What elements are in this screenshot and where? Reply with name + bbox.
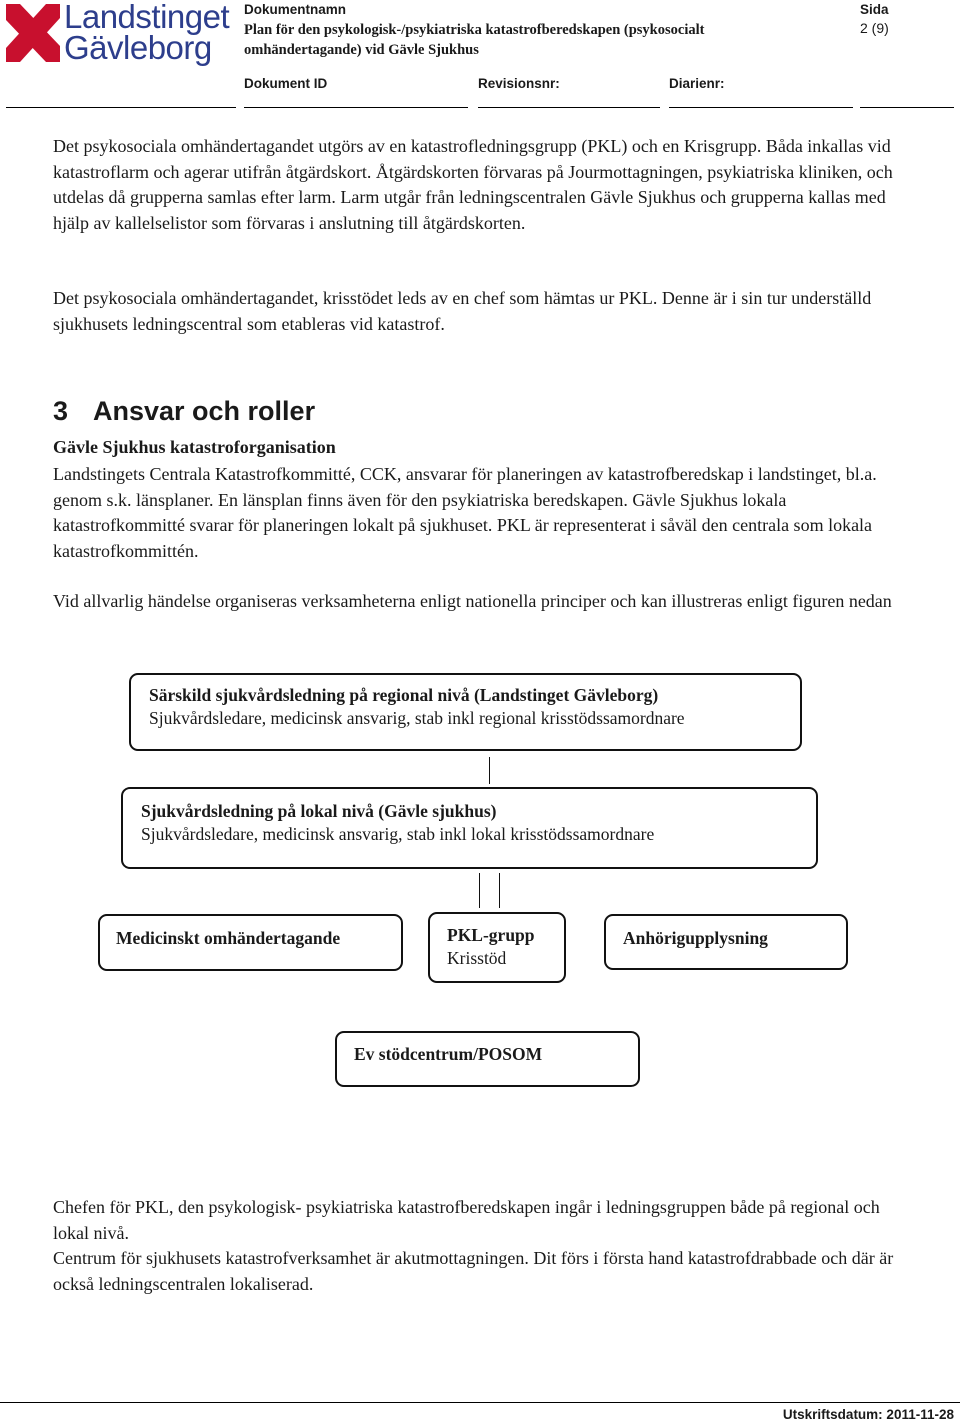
document-title: Plan för den psykologisk-/psykiatriska katastrofberedskapen (psykosocialt omhändertagande) vid Gävle Sjukhus bbox=[244, 22, 705, 58]
org-box-title: Anhörigupplysning bbox=[623, 928, 768, 948]
revision-label: Revisionsnr: bbox=[478, 76, 560, 91]
print-date: Utskriftsdatum: 2011-11-28 bbox=[782, 1407, 954, 1422]
page-label: Sida bbox=[860, 2, 889, 17]
org-box-title: Sjukvårdsledning på lokal nivå (Gävle sjukhus) bbox=[141, 801, 497, 821]
paragraph-figure-intro: Vid allvarlig händelse organiseras verksamheterna enligt nationella principer och kan illustreras enligt figuren nedan bbox=[53, 591, 892, 611]
org-box-title: Särskild sjukvårdsledning på regional nivå (Landstinget Gävleborg) bbox=[149, 685, 659, 705]
org-box-subtitle: Sjukvårdsledare, medicinsk ansvarig, stab inkl lokal krisstödssamordnare bbox=[141, 824, 655, 844]
org-box-title: Medicinskt omhändertagande bbox=[116, 928, 341, 948]
org-box-pkl bbox=[428, 912, 566, 983]
header-divider bbox=[6, 107, 236, 108]
subsection-heading: Gävle Sjukhus katastroforganisation bbox=[53, 437, 336, 457]
logo-mark-icon bbox=[6, 4, 60, 62]
header-divider bbox=[478, 107, 660, 108]
logo-text-line2: Gävleborg bbox=[64, 29, 212, 66]
logo-text-line1: Landstinget bbox=[64, 0, 230, 35]
org-box-relatives bbox=[604, 914, 848, 970]
paragraph-pkl-chief: Chefen för PKL, den psykologisk- psykiatriska katastrofberedskapen ingår i ledningsgruppen både på regional och lokal nivå. bbox=[53, 1197, 880, 1243]
section-title: Ansvar och roller bbox=[93, 396, 316, 426]
connector-line bbox=[499, 873, 500, 908]
org-box-local bbox=[121, 787, 818, 869]
org-box-subtitle: Sjukvårdsledare, medicinsk ansvarig, stab inkl regional krisstödssamordnare bbox=[149, 708, 685, 728]
logo bbox=[6, 0, 238, 68]
diary-label: Diarienr: bbox=[669, 76, 725, 91]
paragraph-krisstod: Det psykosociala omhändertagandet, krisstödet leds av en chef som hämtas ur PKL. Denne är i sin tur underställd sjukhusets ledningscentral som etableras vid katastrof. bbox=[53, 288, 872, 334]
section-number: 3 bbox=[53, 396, 69, 426]
paragraph-pkl-intro: Det psykosociala omhändertagandet utgörs av en katastrofledningsgrupp (PKL) och en Krisgrupp. Båda inkallas vid katastroflarm och agerar utifrån åtgärdskort. Åtgärdskorten förvaras på Jourmottagningen, psykiatriska kliniken, och utdelas då grupperna samlas efter larm. Larm utgår från ledningscentralen Gävle Sjukhus och grupperna kallas med hjälp av kallelselistor som förvaras i anslutning till åtgärdskorten. bbox=[53, 136, 893, 233]
connector-line bbox=[479, 873, 480, 908]
header-divider bbox=[669, 107, 853, 108]
paragraph-cck: Landstingets Centrala Katastrofkommitté, CCK, ansvarar för planeringen av katastrofberedskap i landstinget, bl.a. genom s.k. länsplaner. En länsplan finns även för den psykiatriska beredskapen. Gävle Sjukhus lokala katastrofkommitté svarar för planeringen lokalt på sjukhuset. PKL är representerat i såväl den centrala som lokala katastrofkommittén. bbox=[53, 464, 877, 561]
org-box-regional bbox=[129, 673, 802, 751]
org-box-title: Ev stödcentrum/POSOM bbox=[354, 1044, 543, 1064]
org-box-subtitle: Krisstöd bbox=[447, 948, 507, 968]
connector-line bbox=[489, 757, 490, 784]
org-box-title: PKL-grupp bbox=[447, 925, 535, 945]
footer-divider bbox=[0, 1402, 960, 1403]
header-divider bbox=[860, 107, 954, 108]
org-box-medical bbox=[98, 914, 403, 971]
header-divider bbox=[244, 107, 468, 108]
document-id-label: Dokument ID bbox=[244, 76, 328, 91]
document-name-label: Dokumentnamn bbox=[244, 2, 347, 17]
org-box-support-center bbox=[335, 1031, 640, 1087]
paragraph-center: Centrum för sjukhusets katastrofverksamhet är akutmottagningen. Dit förs i första hand katastrofdrabbade och där är också ledningscentralen lokaliserad. bbox=[53, 1248, 894, 1294]
section-heading bbox=[53, 396, 315, 427]
page-number: 2 (9) bbox=[860, 20, 889, 36]
